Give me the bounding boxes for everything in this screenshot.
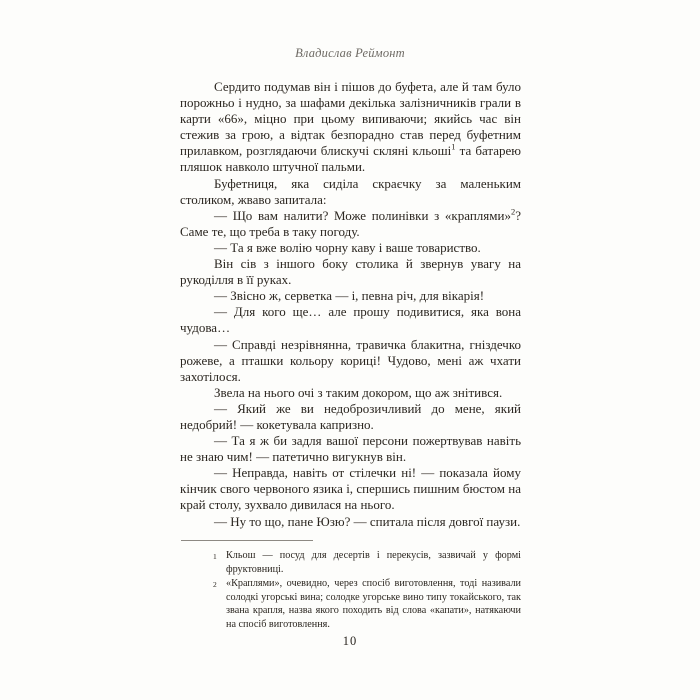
paragraph: Сердито подумав він і пішов до буфета, але й там було порожньо і нудно, за шафами декілька залізничників грали в карти «66», міцно при цьому випиваючи; якийсь час він стежив за грою, а відтак безпорадно став перед буфетним прилавком, розглядаючи блискучі скляні кльоші$^1$ та батарею пляшок навколо штучної пальми.	[180, 79, 522, 175]
paragraph: — Що вам налити? Може полинівки з «краплями»$^2$? Саме те, що треба в таку погоду.	[180, 206, 521, 239]
footnote	[180, 577, 521, 631]
footnote-block	[180, 540, 521, 633]
footnote-separator-rule	[181, 540, 313, 541]
paragraph: — Та я вже волію чорну каву і ваше товариство.	[214, 239, 481, 255]
paragraph: Буфетниця, яка сиділа скраєчку за маленьким столиком, жваво запитала:	[180, 175, 521, 207]
footnote-text: Кльош — посуд для десертів і перекусів, зазвичай у формі фруктовниці.	[226, 550, 521, 575]
paragraph: Він сів з іншого боку столика й звернув увагу на рукоділля в її руках.	[180, 256, 521, 288]
paragraph: — Звісно ж, серветка — і, певна річ, для вікарія!	[214, 288, 485, 304]
footnote-reference: 1	[451, 142, 456, 153]
footnote	[180, 549, 521, 576]
footnote-marker: 2	[213, 580, 217, 590]
paragraph: — Та я ж би задля вашої персони пожертвував навіть не знаю чим! — патетично вигукнув він.	[180, 433, 521, 465]
footnote-text: «Краплями», очевидно, через спосіб виготовлення, тоді називали солодкі угорські вина; солодке угорське вино типу токайського, так звана крапля, назва якого походить від слова «капати», натякаючи на спосіб виготовлення.	[226, 578, 521, 630]
footnotes-list	[180, 549, 521, 632]
running-header-author: Владислав Реймонт	[295, 46, 405, 60]
paragraph: — Який же ви недоброзичливий до мене, який недобрий! — кокетувала капризно.	[180, 400, 521, 432]
page-number: 10	[342, 634, 358, 648]
paragraph: — Неправда, навіть от стілечки ні! — показала йому кінчик свого червоного язика і, спершись пишним бюстом на край столу, зухвало дивилася на нього.	[180, 465, 521, 513]
paragraph: — Справді незрівнянна, травичка блакитна, гніздечко рожеве, а пташки кольору кориці! Чудово, мені аж чхати захотілося.	[180, 336, 521, 384]
paragraph: — Для кого ще… але прошу подивитися, яка вона чудова…	[180, 304, 521, 336]
paragraph: Звела на нього очі з таким докором, що аж знітився.	[214, 384, 503, 400]
body-text	[180, 79, 521, 530]
footnote-marker: 1	[213, 552, 217, 561]
footnote-reference: 2	[510, 206, 516, 217]
paragraph: — Ну то що, пане Юзю? — спитала після довгої паузи.	[214, 513, 521, 529]
